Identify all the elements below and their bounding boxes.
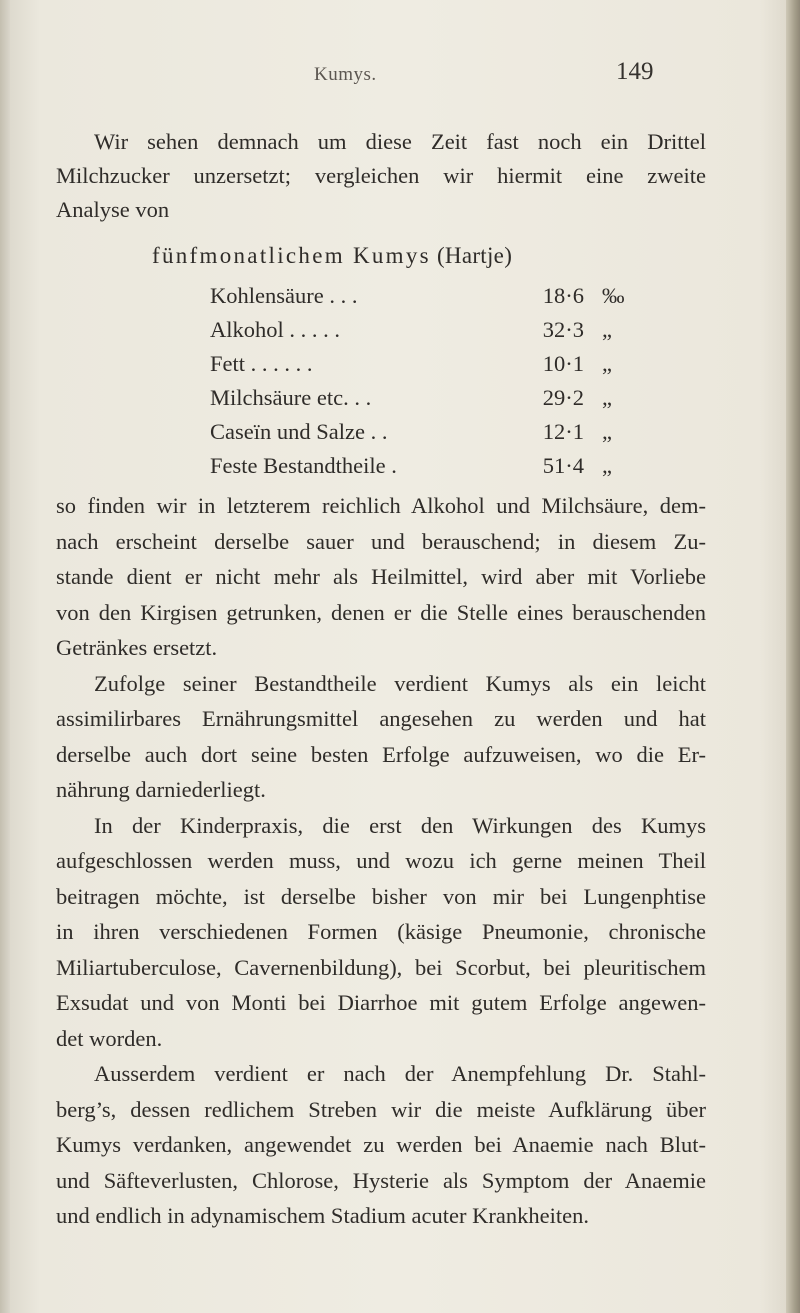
- row-label: Alkohol . . . . .: [210, 317, 341, 342]
- text-line: derselbe auch dort seine besten Erfolge aufzuweisen, wo die Er-: [56, 741, 706, 767]
- text-line: und Säfteverlusten, Chlorose, Hysterie als Symptom der Anaemie: [56, 1167, 706, 1193]
- text-line: Getränkes ersetzt.: [56, 635, 218, 660]
- text-line: Kumys verdanken, angewendet zu werden bei Anaemie nach Blut-: [56, 1132, 706, 1157]
- text-line: Ausserdem verdient er nach der Anempfehlung Dr. Stahl-: [94, 1061, 706, 1086]
- intro-line: Analyse von: [56, 197, 170, 222]
- page-edge-shadow: [786, 0, 800, 1313]
- row-value: 18·6: [542, 283, 584, 308]
- row-value: 10·1: [542, 351, 584, 376]
- row-unit: „: [602, 317, 612, 342]
- intro-line: Milchzucker unzersetzt; vergleichen wir hiermit eine zweite: [56, 163, 706, 188]
- text-line: Miliartuberculose, Cavernenbildung), bei Scorbut, bei pleuritischem: [56, 954, 706, 980]
- analysis-heading: [152, 243, 512, 269]
- intro-line: Wir sehen demnach um diese Zeit fast noch ein Drittel: [94, 129, 706, 154]
- row-unit: ‰: [602, 283, 625, 308]
- running-head: Kumys.: [314, 64, 377, 85]
- row-value: 51·4: [542, 453, 584, 478]
- row-unit: „: [602, 385, 612, 410]
- text-line: det worden.: [56, 1025, 163, 1051]
- page-gutter-shadow: [0, 0, 10, 1313]
- text-line: assimilirbares Ernährungsmittel angesehen zu werden und hat: [56, 706, 706, 731]
- row-label: Milchsäure etc. . .: [210, 385, 372, 410]
- row-label: Fett . . . . . .: [210, 351, 313, 376]
- row-unit: „: [602, 453, 612, 478]
- text-line: In der Kinderpraxis, die erst den Wirkungen des Kumys: [94, 812, 706, 838]
- row-value: 32·3: [542, 317, 584, 342]
- row-unit: „: [602, 351, 612, 376]
- row-unit: „: [602, 419, 612, 444]
- text-line: in ihren verschiedenen Formen (käsige Pneumonie, chronische: [56, 919, 706, 944]
- text-line: und endlich in adynamischem Stadium acuter Krankheiten.: [56, 1203, 589, 1228]
- row-label: Kohlensäure . . .: [210, 283, 358, 308]
- analysis-heading-source: (Hartje): [436, 243, 513, 268]
- row-label: Caseïn und Salze . .: [210, 419, 388, 444]
- row-label: Feste Bestandtheile .: [210, 453, 397, 478]
- text-line: beitragen möchte, ist derselbe bisher von mir bei Lungenphtise: [56, 883, 706, 909]
- text-line: stande dient er nicht mehr als Heilmittel, wird aber mit Vorliebe: [56, 564, 706, 589]
- text-line: so finden wir in letzterem reichlich Alkohol und Milchsäure, dem-: [56, 493, 706, 518]
- text-line: von den Kirgisen getrunken, denen er die Stelle eines berauschenden: [56, 599, 706, 625]
- analysis-heading-title: fünfmonatlichem Kumys: [152, 243, 431, 268]
- page-number: 149: [616, 58, 654, 85]
- text-line: aufgeschlossen werden muss, und wozu ich gerne meinen Theil: [56, 848, 706, 873]
- text-line: berg’s, dessen redlichem Streben wir die meiste Aufklärung über: [56, 1096, 706, 1122]
- text-line: nach erscheint derselbe sauer und berauschend; in diesem Zu-: [56, 528, 706, 554]
- text-line: Zufolge seiner Bestandtheile verdient Kumys als ein leicht: [94, 670, 706, 696]
- page-header: [0, 58, 800, 88]
- row-value: 12·1: [542, 419, 584, 444]
- row-value: 29·2: [542, 385, 584, 410]
- text-line: nährung darniederliegt.: [56, 777, 266, 802]
- text-line: Exsudat und von Monti bei Diarrhoe mit gutem Erfolge angewen-: [56, 990, 706, 1015]
